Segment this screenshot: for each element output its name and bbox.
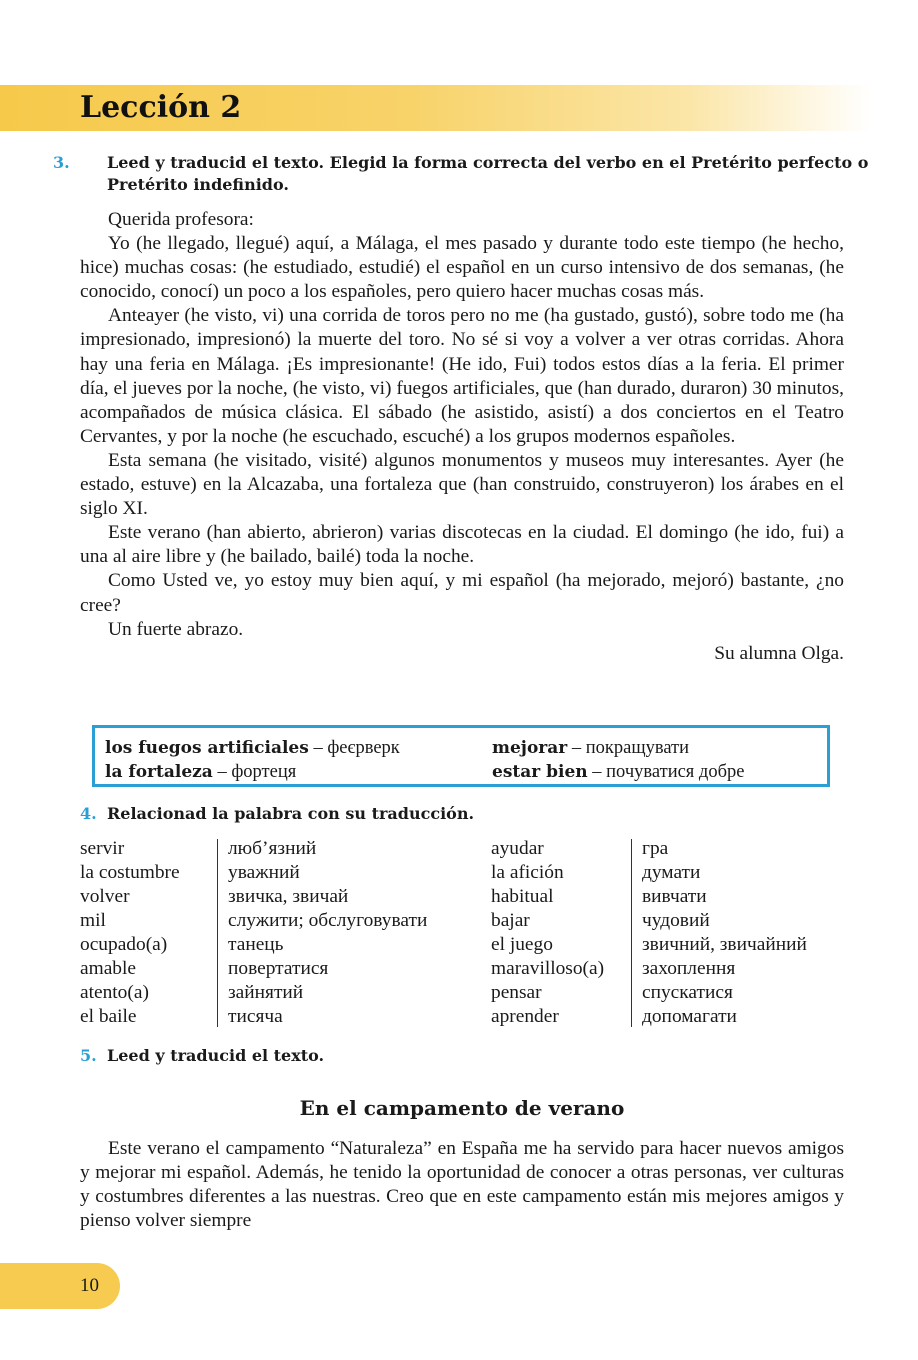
vocab-entry — [492, 760, 744, 784]
match-translation: повертатися — [228, 958, 329, 979]
match-translation: чудовий — [642, 910, 710, 931]
match-word: la afición — [491, 862, 564, 883]
match-word: amable — [80, 958, 136, 979]
match-translation: люб’язний — [228, 838, 317, 859]
vocab-term: estar bien — [492, 762, 588, 782]
vocab-translation: – покращувати — [571, 738, 690, 758]
match-translation: захоплення — [642, 958, 736, 979]
page-number-tab — [0, 1263, 120, 1309]
exercise-text: Relacionad la palabra con su traducción. — [107, 804, 475, 823]
match-word: mil — [80, 910, 106, 931]
match-translation: допомагати — [642, 1006, 737, 1027]
letter-paragraph: Yo (he llegado, llegué) aquí, a Málaga, el mes pasado y durante todo este tiempo (he hecho, hice) muchas cosas: (he estudiado, estudié) el español en un curso intensivo de dos semanas, (he conocido, conocí) un poco a los españoles, pero quiero hacer muchas cosas más. — [80, 233, 844, 303]
match-column-spanish-2 — [491, 837, 604, 1029]
vocabulary-box — [92, 725, 830, 787]
vocab-translation: – почуватися добре — [592, 762, 745, 782]
match-word: la costumbre — [80, 862, 180, 883]
match-translation: звичний, звичайний — [642, 934, 807, 955]
match-translation: вивчати — [642, 886, 707, 907]
match-translation: спускатися — [642, 982, 733, 1003]
match-translation: танець — [228, 934, 284, 955]
match-word: pensar — [491, 982, 542, 1003]
exercise-number: 5. — [80, 1046, 97, 1065]
vocab-translation: – феєрверк — [313, 738, 400, 758]
match-word: el juego — [491, 934, 553, 955]
match-translation: тисяча — [228, 1006, 283, 1027]
match-word: aprender — [491, 1006, 559, 1027]
vocab-term: mejorar — [492, 738, 568, 758]
exercise-number: 3. — [53, 153, 70, 172]
exercise-5-instruction — [80, 1045, 844, 1067]
vocab-entry — [105, 736, 400, 760]
letter-paragraph: Como Usted ve, yo estoy muy bien aquí, y mi español (ha mejorado, mejoró) bastante, ¿no cree? — [80, 570, 844, 616]
match-translation: уважний — [228, 862, 300, 883]
match-word: ocupado(a) — [80, 934, 168, 955]
vocab-entry — [105, 760, 400, 784]
letter-paragraph: Este verano (han abierto, abrieron) varias discotecas en la ciudad. El domingo (he ido, fui) a una al aire libre y (he bailado, bailé) toda la noche. — [80, 522, 844, 568]
match-word: volver — [80, 886, 130, 907]
vocab-translation: – фортеця — [217, 762, 297, 782]
vocab-entry — [492, 736, 744, 760]
match-word: servir — [80, 838, 125, 859]
letter-closing: Un fuerte abrazo. — [108, 618, 244, 640]
letter-text — [80, 208, 844, 666]
match-word: ayudar — [491, 838, 544, 859]
exercise-text: Leed y traducid el texto. — [107, 1046, 325, 1065]
exercise-text: Leed y traducid el texto. Elegid la forma correcta del verbo en el Pretérito perfecto o Pretérito indefinido. — [107, 153, 869, 194]
match-word: atento(a) — [80, 982, 149, 1003]
match-word: habitual — [491, 886, 554, 907]
match-column-ukrainian-1 — [228, 837, 427, 1029]
exercise-3-instruction — [53, 152, 871, 196]
lesson-title: Lección 2 — [80, 90, 242, 125]
match-translation: звичка, звичай — [228, 886, 349, 907]
page-number: 10 — [80, 1275, 99, 1296]
column-divider — [217, 839, 218, 1027]
match-translation: служити; обслуговувати — [228, 910, 428, 931]
column-divider — [631, 839, 632, 1027]
exercise-4-instruction — [80, 803, 844, 825]
letter-salutation: Querida profesora: — [108, 209, 254, 230]
letter-paragraph: Anteayer (he visto, vi) una corrida de toros pero no me (ha gustado, gustó), sobre todo me (ha impresionado, impresionó) la muerte del toro. No sé si voy a volver a ver otras corridas. Ahora hay una feria en Málaga. ¡Es impresionante! (He ido, Fui) todos estos días a la feria. El primer día, el jueves por la noche, (he visto, vi) fuegos artificiales, que (han durado, duraron) 30 minutos, acompañados de música clásica. El sábado (he asistido, asistí) a dos conciertos en el Teatro Cervantes, y por la noche (he escuchado, escuché) a los grupos modernos españoles. — [80, 305, 844, 447]
vocab-term: la fortaleza — [105, 762, 213, 782]
match-word: maravilloso(a) — [491, 958, 605, 979]
letter-paragraph: Esta semana (he visitado, visité) algunos monumentos y museos muy interesantes. Ayer (he estado, estuve) en la Alcazaba, una fortaleza que (han construido, construyeron) los árabes en el siglo XI. — [80, 449, 844, 520]
match-column-ukrainian-2 — [642, 837, 807, 1029]
exercise-number: 4. — [80, 804, 97, 823]
match-word: bajar — [491, 910, 530, 931]
story-text: Este verano el campamento “Naturaleza” en España me ha servido para hacer nuevos amigos y mejorar mi español. Además, he tenido la oportunidad de conocer a otras personas, ver culturas y costumbres diferentes a las nuestras. Creo que en este campamento están mis mejores amigos y pienso volver siempre — [80, 1138, 844, 1232]
match-translation: зайнятий — [228, 982, 304, 1003]
vocab-term: los fuegos artificiales — [105, 738, 309, 758]
match-word: el baile — [80, 1006, 137, 1027]
match-column-spanish-1 — [80, 837, 180, 1029]
section-title: En el campamento de verano — [299, 1096, 625, 1120]
match-translation: гра — [642, 838, 669, 859]
letter-signature: Su alumna Olga. — [714, 642, 844, 664]
match-translation: думати — [642, 862, 701, 883]
